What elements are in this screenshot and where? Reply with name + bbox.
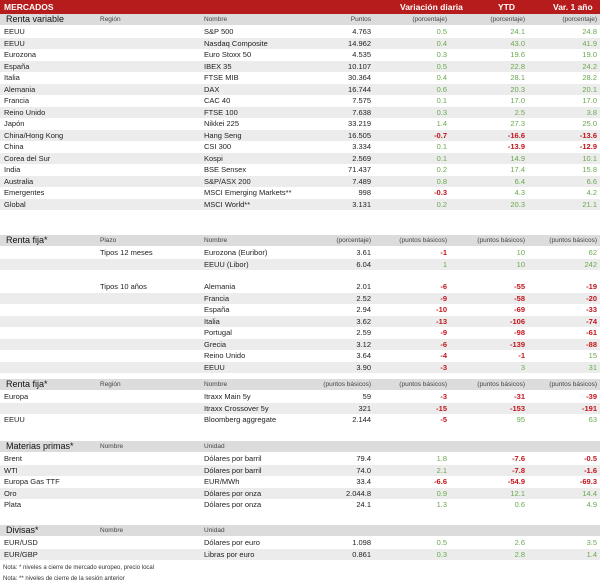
col-header: (porcentaje) [490, 16, 525, 23]
row-ytd-change: 43.0 [510, 38, 525, 48]
row-year-change: 24.2 [582, 61, 597, 71]
row-region: Brent [4, 454, 22, 463]
row-name: EUR/MWh [204, 477, 240, 486]
row-name: Itraxx Main 5y [204, 392, 251, 401]
row-name: MSCI Emerging Markets** [204, 188, 292, 197]
row-value: 3.12 [356, 339, 371, 349]
row-value: 2.52 [356, 293, 371, 303]
row-value: 2.569 [352, 153, 371, 163]
row-value: 4.763 [352, 27, 371, 36]
row-value: 998 [358, 188, 371, 197]
row-year-change: 17.0 [582, 96, 597, 105]
row-daily-change: 2.1 [436, 465, 447, 475]
row-ytd-change: 20.3 [510, 199, 525, 209]
row-ytd-change: 17.4 [510, 165, 525, 174]
col-header: (puntos básicos) [549, 381, 597, 388]
row-daily-change: 0.3 [436, 50, 447, 59]
row-ytd-change: 22.8 [510, 61, 525, 71]
row-year-change: -13.6 [579, 130, 597, 140]
row-region: Tipos 10 años [100, 282, 147, 291]
row-year-change: 3.5 [586, 538, 597, 547]
row-ytd-change: 27.3 [510, 119, 525, 128]
row-name: Bloomberg aggregate [204, 415, 277, 424]
row-year-change: -19 [586, 282, 597, 291]
row-ytd-change: 24.1 [510, 27, 525, 36]
row-ytd-change: -7.6 [512, 454, 525, 463]
row-daily-change: -15 [436, 403, 447, 413]
row-ytd-change: -69 [514, 305, 525, 314]
row-daily-change: 0.2 [436, 199, 447, 209]
row-value: 10.107 [348, 61, 371, 71]
row-name: S&P 500 [204, 27, 234, 36]
row-value: 33.4 [356, 477, 371, 486]
row-name: Dólares por onza [204, 488, 262, 498]
row-ytd-change: 19.6 [510, 50, 525, 59]
table-row [0, 187, 600, 199]
row-ytd-change: 6.4 [514, 176, 525, 186]
row-year-change: 63 [588, 415, 597, 424]
row-year-change: 25.0 [582, 119, 597, 128]
row-ytd-change: 20.3 [510, 84, 525, 94]
row-region: Japón [4, 119, 25, 128]
row-name: Italia [204, 316, 220, 326]
row-daily-change: 0.3 [436, 549, 447, 559]
section-title: Renta fija* [6, 235, 48, 245]
row-value: 4.535 [352, 50, 371, 59]
row-daily-change: -9 [440, 328, 447, 337]
row-daily-change: -13 [436, 316, 447, 326]
col-header: Región [100, 381, 121, 388]
section-header [0, 379, 600, 390]
row-name: Euro Stoxx 50 [204, 50, 252, 59]
row-value: 7.489 [352, 176, 371, 186]
table-row [0, 199, 600, 211]
col-header: Nombre [204, 16, 228, 23]
row-year-change: 1.4 [586, 549, 597, 559]
row-daily-change: 0.5 [436, 538, 447, 547]
row-name: Portugal [204, 328, 232, 337]
row-ytd-change: -58 [514, 293, 525, 303]
table-row [0, 465, 600, 477]
row-name: IBEX 35 [204, 61, 232, 71]
row-ytd-change: -31 [514, 392, 525, 401]
row-year-change: 62 [588, 248, 597, 257]
col-header: Región [100, 16, 121, 23]
row-daily-change: 0.1 [436, 142, 447, 151]
section-title: Renta fija* [6, 379, 48, 389]
row-ytd-change: 12.1 [510, 488, 525, 498]
row-daily-change: -4 [440, 351, 447, 360]
row-region: Europa Gas TTF [4, 477, 60, 486]
row-year-change: 242 [584, 259, 597, 269]
row-year-change: 15 [588, 351, 597, 360]
section-title: Materias primas* [6, 441, 74, 451]
col-header: (puntos básicos) [399, 237, 447, 244]
col-header: Plazo [100, 237, 117, 244]
row-value: 3.334 [352, 142, 371, 151]
row-daily-change: 1.4 [436, 119, 447, 128]
col-header: Nombre [204, 381, 228, 388]
table-row [0, 537, 600, 549]
row-year-change: 6.6 [586, 176, 597, 186]
row-daily-change: -6.6 [434, 477, 447, 486]
row-year-change: 4.2 [586, 188, 597, 197]
row-daily-change: -3 [440, 392, 447, 401]
row-ytd-change: 10 [516, 248, 525, 257]
row-daily-change: -5 [440, 415, 447, 424]
table-row [0, 403, 600, 415]
table-row [0, 362, 600, 374]
row-name: España [204, 305, 230, 314]
table-row [0, 259, 600, 271]
table-row [0, 118, 600, 130]
row-value: 3.62 [356, 316, 371, 326]
row-year-change: 20.1 [582, 84, 597, 94]
row-value: 7.575 [352, 96, 371, 105]
row-ytd-change: -54.9 [507, 477, 525, 486]
row-daily-change: 0.5 [436, 61, 447, 71]
row-ytd-change: -98 [514, 328, 525, 337]
row-name: Reino Unido [204, 351, 246, 360]
row-year-change: 21.1 [582, 199, 597, 209]
row-year-change: 14.4 [582, 488, 597, 498]
row-year-change: -191 [581, 403, 597, 413]
row-name: S&P/ASX 200 [204, 176, 251, 186]
row-value: 1.098 [352, 538, 371, 547]
col-header: Puntos [350, 16, 371, 23]
table-row [0, 26, 600, 38]
row-name: Dólares por barril [204, 454, 262, 463]
col-header: Nombre [204, 237, 228, 244]
row-name: Eurozona (Euribor) [204, 248, 268, 257]
row-region: EEUU [4, 415, 25, 424]
row-daily-change: 0.1 [436, 153, 447, 163]
row-value: 2.044.8 [345, 488, 371, 498]
row-ytd-change: 95 [516, 415, 525, 424]
row-region: España [4, 61, 30, 71]
row-daily-change: -0.3 [434, 188, 447, 197]
section-title: Renta variable [6, 14, 65, 24]
row-value: 71.437 [348, 165, 371, 174]
table-row [0, 95, 600, 107]
row-ytd-change: 0.6 [514, 500, 525, 509]
row-year-change: -39 [586, 392, 597, 401]
row-name: FTSE MIB [204, 73, 239, 82]
row-region: EEUU [4, 38, 25, 48]
row-value: 2.59 [356, 328, 371, 337]
row-value: 321 [358, 403, 371, 413]
row-daily-change: 0.3 [436, 107, 447, 117]
row-daily-change: 0.2 [436, 165, 447, 174]
row-value: 59 [362, 392, 371, 401]
row-region: Emergentes [4, 188, 45, 197]
row-year-change: 31 [588, 362, 597, 372]
col-year-header: Var. 1 año [553, 2, 593, 12]
row-region: Global [4, 199, 26, 209]
table-row [0, 247, 600, 259]
row-ytd-change: 2.8 [514, 549, 525, 559]
table-header [0, 0, 600, 14]
col-header: (porcentaje) [412, 16, 447, 23]
row-value: 24.1 [356, 500, 371, 509]
col-header: (porcentaje) [336, 237, 371, 244]
row-year-change: -61 [586, 328, 597, 337]
row-region: Australia [4, 176, 34, 186]
row-value: 3.131 [352, 199, 371, 209]
row-year-change: 15.8 [582, 165, 597, 174]
row-region: WTI [4, 465, 18, 475]
section-header [0, 14, 600, 25]
row-daily-change: -0.7 [434, 130, 447, 140]
table-row [0, 141, 600, 153]
row-daily-change: -6 [440, 282, 447, 291]
table-row [0, 499, 600, 511]
row-daily-change: 0.8 [436, 176, 447, 186]
table-row [0, 153, 600, 165]
row-name: Itraxx Crossover 5y [204, 403, 269, 413]
row-year-change: -88 [586, 339, 597, 349]
row-ytd-change: 14.9 [510, 153, 525, 163]
row-value: 30.364 [348, 73, 371, 82]
col-header: (porcentaje) [562, 16, 597, 23]
row-daily-change: 0.4 [436, 73, 447, 82]
row-region: Tipos 12 meses [100, 248, 153, 257]
row-region: India [4, 165, 21, 174]
row-region: Eurozona [4, 50, 37, 59]
row-daily-change: 0.1 [436, 96, 447, 105]
row-value: 0.861 [352, 549, 371, 559]
table-row [0, 130, 600, 142]
row-name: MSCI World** [204, 199, 251, 209]
row-year-change: 10.1 [582, 153, 597, 163]
col-header: (puntos básicos) [477, 237, 525, 244]
row-value: 7.638 [352, 107, 371, 117]
row-daily-change: 0.5 [436, 27, 447, 36]
section-header [0, 235, 600, 246]
col-header: Unidad [204, 443, 225, 450]
row-ytd-change: -139 [509, 339, 525, 349]
row-ytd-change: -153 [509, 403, 525, 413]
row-year-change: 28.2 [582, 73, 597, 82]
row-region: Alemania [4, 84, 36, 94]
table-row [0, 281, 600, 293]
col-header: (puntos básicos) [477, 381, 525, 388]
row-value: 3.90 [356, 362, 371, 372]
row-region: China/Hong Kong [4, 130, 64, 140]
row-region: Francia [4, 96, 30, 105]
row-name: Alemania [204, 282, 236, 291]
row-value: 16.505 [348, 130, 371, 140]
row-name: Francia [204, 293, 230, 303]
row-name: Kospi [204, 153, 223, 163]
row-ytd-change: -1 [518, 351, 525, 360]
row-daily-change: -1 [440, 248, 447, 257]
row-name: Libras por euro [204, 549, 255, 559]
table-row [0, 316, 600, 328]
table-row [0, 164, 600, 176]
row-region: Italia [4, 73, 20, 82]
row-name: BSE Sensex [204, 165, 247, 174]
row-ytd-change: 2.5 [514, 107, 525, 117]
footnote: Nota: ** niveles de cierre de la sesión anterior [3, 576, 125, 582]
row-year-change: -33 [586, 305, 597, 314]
row-year-change: 41.9 [582, 38, 597, 48]
col-header: (puntos básicos) [549, 237, 597, 244]
row-region: EUR/USD [4, 538, 38, 547]
row-region: Reino Unido [4, 107, 46, 117]
row-ytd-change: -106 [509, 316, 525, 326]
row-region: Oro [4, 488, 17, 498]
row-name: EEUU [204, 362, 225, 372]
col-header: (puntos básicos) [399, 381, 447, 388]
row-daily-change: 0.6 [436, 84, 447, 94]
col-header: Nombre [100, 443, 124, 450]
row-name: Grecia [204, 339, 227, 349]
row-year-change: 4.9 [586, 500, 597, 509]
table-row [0, 414, 600, 426]
row-year-change: -0.5 [584, 454, 597, 463]
row-daily-change: -9 [440, 293, 447, 303]
table-row [0, 61, 600, 73]
row-ytd-change: 4.3 [514, 188, 525, 197]
row-name: EEUU (Libor) [204, 259, 249, 269]
row-value: 33.219 [348, 119, 371, 128]
row-daily-change: -3 [440, 362, 447, 372]
row-region: Plata [4, 500, 22, 509]
row-ytd-change: -16.6 [507, 130, 525, 140]
row-value: 14.962 [348, 38, 371, 48]
table-row [0, 327, 600, 339]
row-value: 79.4 [356, 454, 371, 463]
row-name: Nasdaq Composite [204, 38, 268, 48]
row-ytd-change: 2.6 [514, 538, 525, 547]
table-row [0, 72, 600, 84]
row-value: 6.04 [356, 259, 371, 269]
table-row [0, 38, 600, 50]
row-daily-change: -10 [436, 305, 447, 314]
table-title: MERCADOS [4, 2, 54, 12]
table-row [0, 488, 600, 500]
row-year-change: -74 [586, 316, 597, 326]
row-region: EUR/GBP [4, 549, 38, 559]
row-region: Europa [4, 392, 29, 401]
row-ytd-change: -7.8 [512, 465, 525, 475]
row-value: 2.144 [352, 415, 371, 424]
row-name: CSI 300 [204, 142, 232, 151]
table-row [0, 107, 600, 119]
row-year-change: 3.8 [586, 107, 597, 117]
col-daily-header: Variación diaria [400, 2, 463, 12]
table-row [0, 476, 600, 488]
section-title: Divisas* [6, 525, 39, 535]
col-ytd-header: YTD [498, 2, 515, 12]
row-name: Hang Seng [204, 130, 242, 140]
row-year-change: 24.8 [582, 27, 597, 36]
col-header: Unidad [204, 527, 225, 534]
table-row [0, 84, 600, 96]
table-row [0, 49, 600, 61]
row-daily-change: 0.4 [436, 38, 447, 48]
row-region: Corea del Sur [4, 153, 51, 163]
row-name: CAC 40 [204, 96, 231, 105]
row-daily-change: 1 [442, 259, 447, 269]
row-ytd-change: -55 [514, 282, 525, 291]
row-value: 3.61 [356, 248, 371, 257]
col-header: (puntos básicos) [323, 381, 371, 388]
row-year-change: -12.9 [579, 142, 597, 151]
row-value: 2.94 [356, 305, 371, 314]
row-ytd-change: -13.9 [507, 142, 525, 151]
table-row [0, 339, 600, 351]
row-ytd-change: 28.1 [510, 73, 525, 82]
row-name: FTSE 100 [204, 107, 238, 117]
table-row [0, 293, 600, 305]
footnote: Nota: * niveles a cierre de mercado europeo, precio local [3, 565, 155, 571]
row-name: Dólares por euro [204, 538, 260, 547]
section-header [0, 441, 600, 452]
table-row [0, 176, 600, 188]
row-name: Dólares por onza [204, 500, 262, 509]
row-daily-change: 1.8 [436, 454, 447, 463]
table-row [0, 391, 600, 403]
row-name: Nikkei 225 [204, 119, 240, 128]
row-value: 16.744 [348, 84, 371, 94]
row-year-change: 19.0 [582, 50, 597, 59]
table-row [0, 549, 600, 561]
section-header [0, 525, 600, 536]
row-region: China [4, 142, 24, 151]
table-row [0, 304, 600, 316]
row-daily-change: 0.9 [436, 488, 447, 498]
table-row [0, 453, 600, 465]
row-value: 74.0 [356, 465, 371, 475]
row-year-change: -69.3 [579, 477, 597, 486]
row-name: DAX [204, 84, 220, 94]
row-year-change: -20 [586, 293, 597, 303]
col-header: Nombre [100, 527, 124, 534]
row-value: 3.64 [356, 351, 371, 360]
row-region: EEUU [4, 27, 25, 36]
row-ytd-change: 10 [516, 259, 525, 269]
table-row [0, 350, 600, 362]
row-name: Dólares por barril [204, 465, 262, 475]
row-year-change: -1.6 [584, 465, 597, 475]
row-daily-change: -6 [440, 339, 447, 349]
row-ytd-change: 3 [520, 362, 525, 372]
row-ytd-change: 17.0 [510, 96, 525, 105]
row-value: 2.01 [356, 282, 371, 291]
row-daily-change: 1.3 [436, 500, 447, 509]
